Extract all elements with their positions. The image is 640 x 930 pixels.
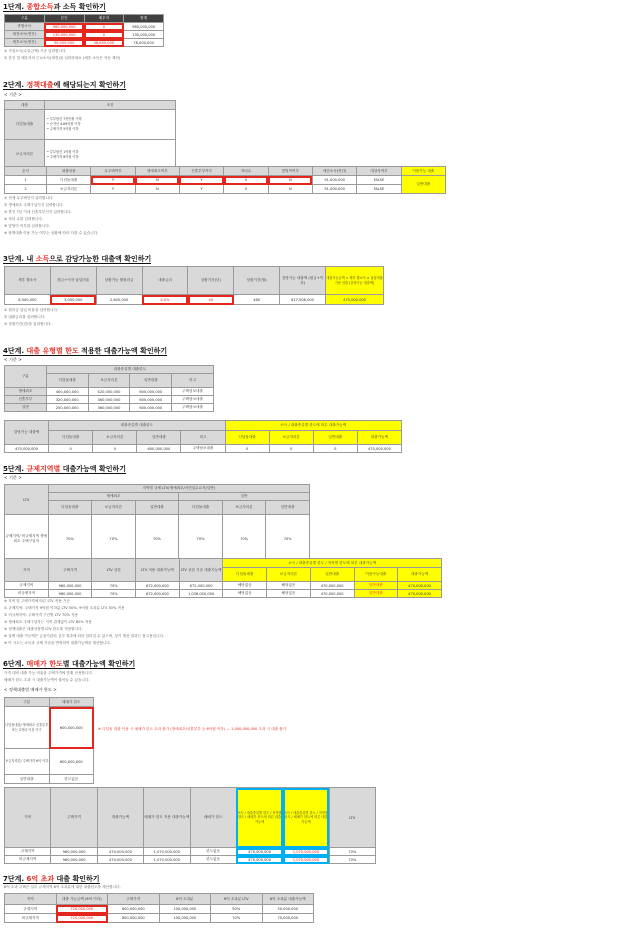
value-cell: 470,000,000 [5,445,49,453]
header-cell: 생애최초 [48,493,179,501]
header-cell: 주택가격 [48,559,92,582]
input-cell[interactable]: Y [179,176,223,185]
header-cell: 배우자 [84,15,124,23]
value-cell: 6,500,000 [5,295,51,305]
row-label: 디딤돌대출/ 생애최초 신혼부부 또는 2자녀 이상 가구 [5,707,50,749]
value-cell: 960,000,000 [51,848,97,856]
header-cell: 보금자리론 [88,374,130,388]
criteria-label: < 기준 > [4,475,22,480]
value-cell: 470,000,000 [398,582,442,590]
criteria-label: < 정책대출별 매매가 한도 > [4,687,57,692]
header-cell: 주택가격 [108,894,160,905]
header-cell: 비고 [172,374,214,388]
header-cell: 매매가 한도 [49,698,94,707]
note: ※ 지역 및 주택가격에 따른 LTV 적용 기준 [4,599,70,603]
note: ④ 정책대출은 대출상품별 LTV 한도를 적용합니다. [4,627,83,631]
note: ④ 자녀 수를 입력합니다. [4,217,44,221]
header-cell: 소득 / 대출종류별 한도 / 지역별 한도 / 매매가 한도에 따른 대출가능액 [283,788,329,848]
header-cell: 6억 초과분 대출가능액 [262,894,314,905]
header-cell: 디딤돌대출 [225,431,269,445]
section4-title: 4단계. 대출 유형별 한도 적용한 대출가능액 확인하기 [3,347,168,355]
header-cell: 대출금리 [142,267,188,295]
value-cell: 1,070,000,000 [144,856,190,864]
value-cell: 주택담보대출 [172,388,214,396]
header-cell: 무주택여부 [91,167,135,176]
value-cell: N [135,185,179,194]
value-cell: 470,000,000 [357,445,401,453]
header-cell: 보금자리론 [222,501,266,515]
header-cell: 디딤돌대출 [179,501,223,515]
value-cell: 70% [329,848,375,856]
value-cell: 100,000,000 [159,914,211,923]
loan-limit-criteria-table [4,365,214,412]
price-limit-warning: ※ 디딤돌 대출 이용 시 매매가 한도 초과 불가 (생애최초/신혼부부 등 6억원 이하) — 1,000,000,000 초과 시 대출 불가 [98,727,287,731]
note: ③ 상환기간(년)을 입력합니다. [4,322,52,326]
input-cell[interactable]: 40 [188,295,234,305]
value-cell: 91,000,000 [312,185,356,194]
row-label: 비규제지역 [5,590,49,598]
price-limit-table [4,697,94,784]
header-cell: LTV [329,788,375,848]
value-cell: 1,036,000,000 [179,590,223,598]
value-cell: 70% [211,914,263,923]
policy-eligibility-table [4,166,446,194]
value-cell: 70% [222,515,266,563]
note: 매매가 한도 초과 시 대출가능액이 줄어들 수 있습니다. [4,678,90,682]
header-cell: 일반대출 [135,501,179,515]
header-cell: 주택가격 [51,788,97,848]
value-cell: 70% [266,515,310,563]
value-cell: 일반대출 [354,582,398,590]
loan-amount-result: 470,000,000 [326,295,384,305]
header-cell: 구분 [5,698,50,707]
header-cell: 매매가 한도 [190,788,236,848]
value-cell: 600,000,000 [130,404,172,412]
header-cell: 6억 초과분 [159,894,211,905]
value-cell: 600,000,000 [49,749,94,775]
value-cell: 960,000,000 [51,856,97,864]
value-cell: 360,000,000 [88,404,130,412]
value-cell: 130,000,000 [124,31,164,39]
section6-title: 6단계. 매매가 한도별 대출가능액 확인하기 [3,660,136,668]
row-label: 규제지역 [5,582,49,590]
policy-criteria-table [4,100,176,170]
note: ※ 이 시트는 소득과 규제 기준을 반영하여 대출가능액을 계산합니다. [4,641,112,645]
header-cell: 6억 초과분 LTV [211,894,263,905]
value-cell: 한도없음 [49,775,94,784]
value-cell: 672,000,000 [179,582,223,590]
value-cell: 0 [49,445,93,453]
note: 6억 초과 주택은 일부 규제지역 6억 초과분에 대한 대출한도를 계산합니다. [4,885,121,889]
value-cell: 600,000,000 [130,388,172,396]
value-cell: 2,600,000 [96,295,142,305]
header-cell: 일반 [179,493,310,501]
row-label: 세후소득(연간) [5,39,45,47]
value-cell: 672,000,000 [136,582,180,590]
value-cell: Y [179,185,223,194]
row-label: 보금자리론/ 주택가격 6억 이하 [5,749,50,775]
affordable-loan-table [4,266,384,305]
input-cell[interactable]: N [135,176,179,185]
input-cell[interactable]: N [268,176,312,185]
header-cell: LTV [5,485,49,515]
header-cell: 보금자리론 [267,568,311,582]
row-label: 신혼부부 [5,396,47,404]
loan-limit-result-table [4,420,402,453]
input-cell[interactable]: 130,000,000 [44,31,84,39]
note: ※ 정책대출 이용 가능 여부는 상황에 따라 다를 수 있습니다. [4,231,99,235]
value-cell: 78,000,000 [124,39,164,47]
note: ② 비규제지역: 주택가격 구간별 LTV 70% 적용 [4,613,79,617]
input-cell[interactable]: 0 [84,31,124,39]
header-cell: 대출상품 [47,167,91,176]
value-cell: 960,000,000 [48,590,92,598]
note: ② 대출금리를 입력합니다. [4,315,46,319]
ltv-criteria-table [4,484,310,563]
value-cell: Y [91,185,135,194]
value-cell: 480 [234,295,280,305]
header-cell: 소득 / 대출종류별 한도 / 지역별 한도 / 매매가 한도에 따른 대출가능액 [236,788,282,848]
header-cell: 일반대출 [137,431,181,445]
value-cell: 해당없음 [223,582,267,590]
value-cell: 0 [93,445,137,453]
value-cell: 1 [5,176,47,185]
header-cell: 대출 가능금액 (6억 이하) [56,894,108,905]
value-cell: 360,000,000 [88,396,130,404]
header-cell: 디딤돌대출 [48,501,92,515]
value-cell: 1,070,000,000 [144,848,190,856]
value-cell: 470,000,000 [97,848,143,856]
row-label: 비규제지역 [5,914,57,923]
header-cell: 대출종류별 대출한도 [49,421,225,431]
value-cell: 420,000,000 [88,388,130,396]
header-cell: 구분 [5,15,45,23]
input-cell[interactable]: 720,000,000 [56,905,108,914]
header-cell: 일반대출 [310,568,354,582]
income-table [4,14,164,47]
value-cell: 2 [5,185,47,194]
header-cell: 구분 [5,366,47,388]
value-cell: 한도없음 [190,856,236,864]
note: ① 사업소득(수입금액) 기준 입력합니다. [4,49,67,53]
header-cell: 대출가능액 [357,431,401,445]
section5-title: 5단계. 규제지역별 대출가능액 확인하기 [3,465,127,473]
section3-title: 3단계. 내 소득으로 감당가능한 대출액 확인하기 [3,255,152,263]
header-cell: 대출가능액 [398,568,442,582]
value-cell: 250,000,000 [46,404,88,412]
header-cell: 감당가능 대출액 (원금+이자) [280,267,326,295]
header-cell: 보금자리론 [92,501,136,515]
value-cell: 400,000,000 [46,388,88,396]
row-label: 규제지역/ 비규제지역 생애최초 주택구입자 [5,515,49,563]
header-cell: 순서 [5,167,47,176]
row-label: 일반대출 [5,775,50,784]
criteria-label: < 기준 > [4,357,22,362]
row-label: 생애최초 [5,388,47,396]
value-cell: 600,000,000 [137,445,181,453]
row-label: 종합소득 [5,23,45,31]
value-cell: 320,000,000 [46,396,88,404]
value-cell: 470,000,000 [398,590,442,598]
header-cell: 디딤돌대출 [46,374,88,388]
input-cell[interactable]: Y [91,176,135,185]
value-cell: 70% [329,856,375,864]
note: ⑤ 맞벌이 여부를 입력합니다. [4,224,50,228]
header-cell: 매매가 한도 적용 대출가능액 [144,788,190,848]
value-cell: 600,000,000 [130,396,172,404]
value-cell: 일반대출 [354,590,398,598]
header-cell: 일반대출 [130,374,172,388]
value-cell: 70% [92,582,136,590]
value-cell: 70% [135,515,179,563]
row-label: 규제지역 [5,848,51,856]
note: ③ 혼인 7년 이내 신혼부부인지 입력합니다. [4,210,72,214]
value-cell: N [268,185,312,194]
value-cell: FALSE [357,176,401,185]
regional-loan-table [4,558,442,598]
header-cell: 소득 / 대출종류별 한도에 따른 대출가능액 [225,421,401,431]
section1-title: 1단계. 종합소득과 소득 확인하기 [3,3,106,11]
note: ③ 생애최초 주택구입자는 지역 관계없이 LTV 80% 적용 [4,620,92,624]
value-cell: 50% [211,905,263,914]
header-cell: 지역별 규제 LTV(생애최초/서민실수요자/일반) [48,485,309,493]
input-cell[interactable]: 0 [224,176,268,185]
value-cell: 617,508,000 [280,295,326,305]
header-cell: 상환기간(월) [234,267,280,295]
value-cell: 디딤돌대출 [47,176,91,185]
header-cell: 이용가능대출 [354,568,398,582]
header-cell: 보금자리론 [269,431,313,445]
value-cell: 100,000,000 [159,905,211,914]
note: ① 현재 무주택인지 입력합니다. [4,196,54,200]
value-cell: 91,000,000 [312,176,356,185]
header-cell: 지역 [5,894,57,905]
header-cell: 지역 [5,788,51,848]
header-cell: 대출종류별 대출한도 [46,366,213,374]
value-cell: 0 [225,445,269,453]
header-cell: 본인 [44,15,84,23]
value-cell: 주택담보대출 [181,445,225,453]
header-cell: 디딤돌대출 [223,568,267,582]
value-cell: 672,000,000 [136,590,180,598]
criteria-label: < 기준 > [4,92,22,97]
row-label: 비규제지역 [5,856,51,864]
value-cell: 주택담보대출 [172,404,214,412]
value-cell: 보금자리론 [47,185,91,194]
note: ② 생애최초 주택구입인지 입력합니다. [4,203,64,207]
value-cell: 470,000,000 [310,582,354,590]
row-label: 세전소득(연간) [5,31,45,39]
eligible-loan-result: 일반대출 [401,176,445,194]
value-cell: FALSE [357,185,401,194]
row-label: 디딤돌대출 [5,110,45,140]
header-cell: 대상자여부 [357,167,401,176]
value-cell: 960,000,000 [124,23,164,31]
header-cell: 상환기간(년) [188,267,234,295]
header-cell: 대출가능액 [97,788,143,848]
header-cell: 보금자리론 [93,431,137,445]
value-cell: 1,070,000,000 [283,856,329,864]
input-cell[interactable]: 48,600,000 [84,39,124,47]
header-cell: 신혼부부여부 [179,167,223,176]
input-cell[interactable]: 960,000,000 [44,23,84,31]
note: ① 규제지역: 주택가격 9억원 이하분 LTV 50%, 9억원 초과분 LTV 30% 적용 [4,606,125,610]
value-cell: 470,000,000 [310,590,354,598]
value-cell: 0 [269,445,313,453]
header-cell: LTV 상한 기준 대출가능액 [179,559,223,582]
header-cell: 대출 [5,101,45,110]
header-cell: 원금+이자 납입비율 [50,267,96,295]
input-cell[interactable]: 4.0% [142,295,188,305]
header-cell: 디딤돌대출 [49,431,93,445]
value-cell: 470,000,000 [236,848,282,856]
header-cell: 이용가능 대출 [401,167,445,176]
header-cell: 세후 월소득 [5,267,51,295]
value-cell: 1,070,000,000 [283,848,329,856]
value-cell: 800,000,000 [108,914,160,923]
value-cell: 70,000,000 [262,914,314,923]
value-cell: 470,000,000 [236,856,282,864]
header-cell: 지역 [5,559,49,582]
criteria-cell: • 부부합산 1억원 이하 • 주택가격 6억원 이하 [45,140,176,170]
value-cell: 50,000,000 [262,905,314,914]
section7-title: 7단계. 6억 초과 대출 확인하기 [3,875,100,883]
note: ① 원리금 납입 비율을 입력합니다. [4,308,59,312]
header-cell: 일반대출 [313,431,357,445]
value-cell: 600,000,000 [108,905,160,914]
input-cell[interactable]: 30,000,000 [44,39,84,47]
price-limit-result-table [4,787,376,864]
note: 가격 대비 대출 가능 비율을 주택가격에 맞춰 산정합니다. [4,671,93,675]
header-cell: LTV 적용 대출가능액 [136,559,180,582]
note: ※ 실제 대출 가능액은 금융기관의 심사 결과에 따라 달라질 수 있으며, 상기 계산 결과는 참고용입니다. [4,634,165,638]
header-cell: 생애최초여부 [135,167,179,176]
value-cell: 70% [92,515,136,563]
row-label: 보금자리론 [5,140,45,170]
criteria-cell: • 부부합산 7천만원 이하 • 순자산 4.69억원 이하 • 주택가격 5억원 이하 [45,110,176,140]
note: ② 본인 및 배우자의 근로소득(세전)을 입력하세요 (세후 소득은 자동 계산) [4,56,121,60]
value-cell: 960,000,000 [48,582,92,590]
value-cell: 해당없음 [267,590,311,598]
value-cell: 470,000,000 [97,856,143,864]
value-cell: 해당없음 [267,582,311,590]
value-cell: 0 [224,185,268,194]
value-cell: 0 [313,445,357,453]
header-cell: 비고 [181,431,225,445]
value-cell: 한도없음 [190,848,236,856]
header-cell: LTV 상한 [92,559,136,582]
value-cell: 해당없음 [223,590,267,598]
row-label: 규제지역 [5,905,57,914]
input-cell[interactable]: 3,000,000 [50,295,96,305]
input-cell[interactable]: 0 [84,23,124,31]
over-600m-table [4,893,314,923]
header-cell: 자녀수 [224,167,268,176]
header-cell: 맞벌이여부 [268,167,312,176]
loan-amount-header: 대출가능금액 = 세후 월소득 × 납입비율 기준 산출 (감당가능 대출액) [326,267,384,295]
header-cell: 소득 / 대출종류별 한도 / 지역별 한도에 따른 대출가능액 [223,559,442,568]
header-cell: 세전소득(연간) [312,167,356,176]
header-cell: 조건 [45,101,176,110]
section2-title: 2단계. 정책대출에 해당되는지 확인하기 [3,81,127,89]
value-cell: 주택담보대출 [172,396,214,404]
header-cell: 상환가능 월원리금 [96,267,142,295]
input-cell[interactable]: 720,000,000 [56,914,108,923]
value-cell: 70% [179,515,223,563]
value-cell: 70% [92,590,136,598]
header-cell: 일반대출 [266,501,310,515]
header-cell: 감당가능 대출액 [5,421,49,445]
header-cell: 합계 [124,15,164,23]
input-cell[interactable]: 600,000,000 [49,707,94,749]
value-cell: 70% [48,515,92,563]
row-label: 일반 [5,404,47,412]
